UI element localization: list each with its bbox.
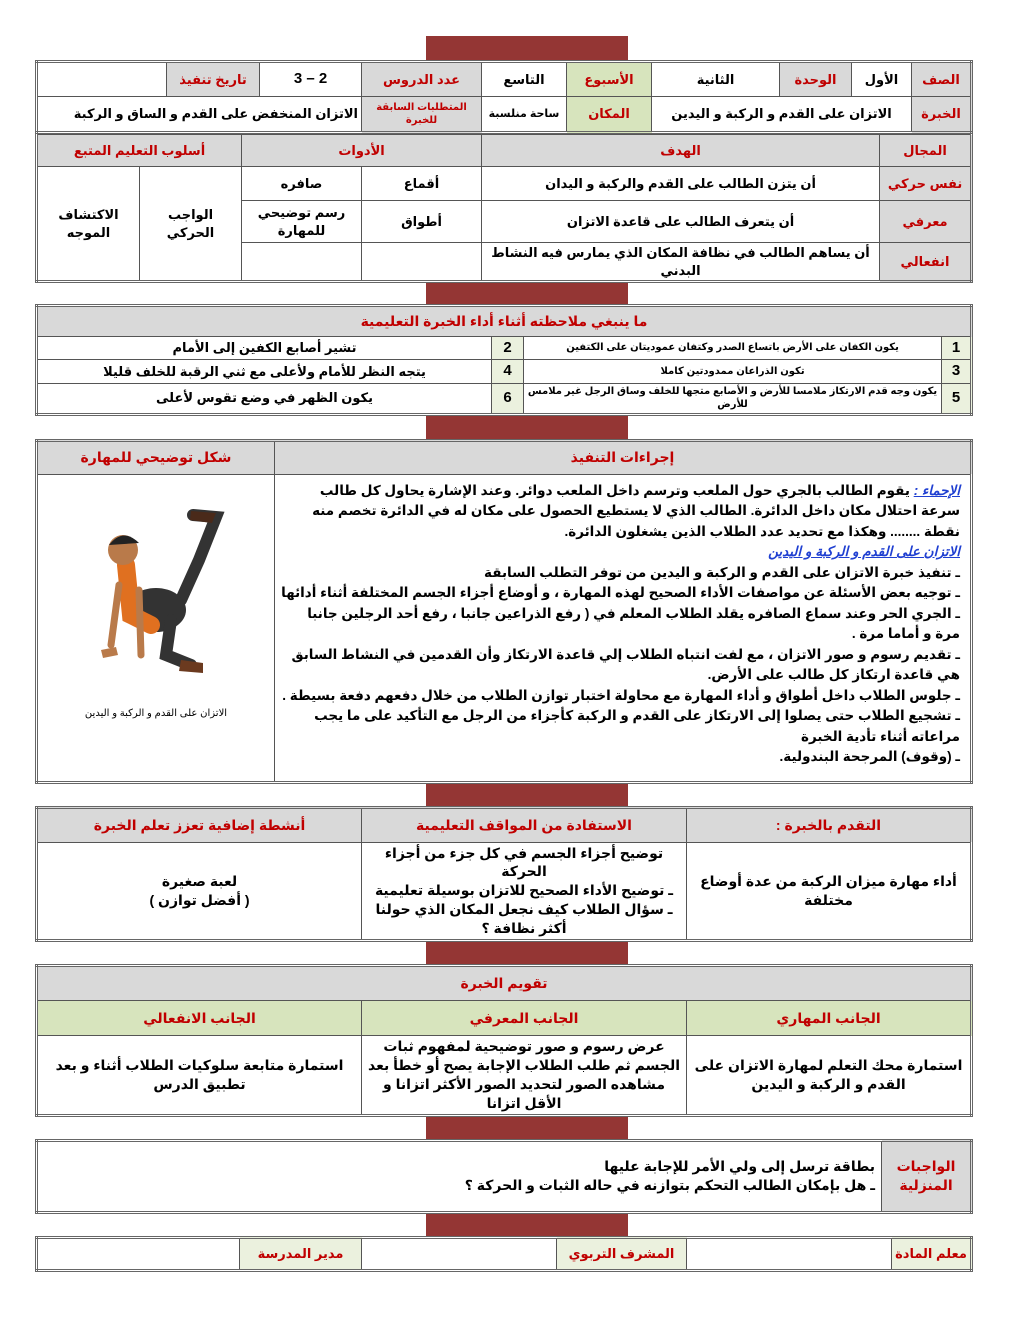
observation-item: يتجه النظر للأمام ولأعلى مع ثني الرقبة للخلف قليلا (37, 360, 492, 383)
procedures-table (35, 439, 973, 784)
unit-label: الوحدة (780, 62, 852, 97)
item-number: 6 (492, 383, 524, 414)
domain-affective: انفعالي (880, 243, 972, 282)
signatures-table (35, 1236, 973, 1272)
grade-label: الصف (912, 62, 972, 97)
goal-psychomotor: أن يتزن الطالب على القدم والركبة و اليدان (482, 167, 880, 201)
homework-line: ـ هل بإمكان الطالب التحكم بتوازنه في حاله الثبات و الحركة ؟ (464, 1177, 875, 1194)
tool: أطواق (362, 201, 482, 243)
cognitive-aspect-content: عرض رسوم و صور توضيحية لمفهوم ثبات الجسم ثم طلب الطلاب الإجابة يصح أو خطأ بعد مشاهده الصور لتحديد الصور الأكثر اتزانا و الأقل اتزانا (362, 1036, 687, 1116)
place-value: ساحة منلسبة (482, 97, 567, 133)
domain-psychomotor: نفس حركي (880, 167, 972, 201)
lessons-label: عدد الدروس (362, 62, 482, 97)
warmup-label: الإحماء : (913, 482, 960, 498)
place-label: المكان (567, 97, 652, 133)
skill-title: الاتزان على القدم و الركبة و اليدين (768, 544, 960, 560)
observation-item: يكون الظهر في وضع تقوس لأعلى (37, 383, 492, 414)
observation-item: تكون الذراعان ممدودتين كاملا (524, 360, 942, 383)
week-value: التاسع (482, 62, 567, 97)
teacher-signature[interactable] (687, 1237, 892, 1270)
lesson-info-table (35, 60, 973, 134)
tools-header: الأدوات (242, 135, 482, 167)
benefit-line: ـ توضيح الأداء الصحيح للاتزان بوسيلة تعليمية (374, 882, 674, 899)
principal-signature[interactable] (37, 1237, 240, 1270)
progress-content: أداء مهارة ميزان الركبة من عدة أوضاع مختلفة (687, 842, 972, 940)
affective-aspect-content: استمارة متابعة سلوكيات الطلاب أثناء و بعد تطبيق الدرس (37, 1036, 362, 1116)
experience-value: الاتزان على القدم و الركبة و اليدين (652, 97, 912, 133)
item-number: 4 (492, 360, 524, 383)
homework-line: بطاقة ترسل إلى ولي الأمر للإجابة عليها (604, 1158, 875, 1175)
cognitive-aspect-header: الجانب المعرفي (362, 1001, 687, 1036)
balance-figure-illustration (81, 505, 231, 695)
tool (362, 243, 482, 282)
date-label: تاريخ تنفيذ (167, 62, 260, 97)
benefit-line: ـ سؤال الطلاب كيف نجعل المكان الذي حولنا أكثر نظافة ؟ (375, 901, 673, 937)
homework-table (35, 1139, 973, 1214)
step: ـ جلوس الطلاب داخل أطواق و أداء المهارة مع محاولة اختبار توازن الطلاب من خلال دفعهم دفعة بسيطة . (282, 687, 960, 703)
method-header: أسلوب التعليم المتبع (37, 135, 242, 167)
method-2: الاكتشاف الموجه (37, 167, 140, 282)
step: ـ تنفيذ خبرة الاتزان على القدم و الركبة و اليدين من توفر التطلب السابقة (484, 564, 960, 580)
evaluation-title: تقويم الخبرة (37, 966, 972, 1001)
benefit-header: الاستفادة من المواقف التعليمية (362, 807, 687, 842)
teacher-label: معلم المادة (892, 1237, 972, 1270)
figure-header: شكل توضيحي للمهارة (37, 440, 275, 474)
item-number: 5 (942, 383, 972, 414)
activities-header: أنشطة إضافية تعزز تعلم الخبرة (37, 807, 362, 842)
step: ـ توجيه بعض الأسئلة عن مواصفات الأداء الصحيح لهذه المهارة ، و أوضاع أجزاء الجسم المختلفة أثناء أدائها (281, 585, 960, 601)
method-1: الواجب الحركي (140, 167, 242, 282)
section-connector (426, 942, 628, 964)
experience-label: الخبرة (912, 97, 972, 133)
activity-line: ( أفضل توازن ) (149, 891, 250, 908)
step: ـ تقديم رسوم و صور الاتزان ، مع لفت انتباه الطلاب إلي قاعدة الارتكاز وأن القدمين في النشاط السابق هي قاعدة ارتكاز كل طالب على الأرض. (291, 646, 960, 683)
section-connector (426, 784, 628, 806)
step: ـ (وقوف) المرجحة البندولية. (779, 749, 960, 765)
extras-table (35, 806, 973, 942)
skill-aspect-header: الجانب المهاري (687, 1001, 972, 1036)
warmup-text: يقوم الطالب بالجري حول الملعب وترسم داخل الملعب دوائر. وعند الإشارة يحاول كل طالب سرعة احتلال مكان داخل الدائرة. الطالب الذي لا يستطيع الحصول على مكان له في الدائرة تخصم منه نقطة ........ وهكذا مع تحديد عدد الطلاب الذين يشغلون الدائرة. (312, 482, 960, 539)
step: ـ تشجيع الطلاب حتى يصلوا إلى الارتكاز على القدم و الركبة كأجزاء من الرجل مع التأكيد على ما يجب مراعاته أثناء تأدية الخبرة (314, 708, 960, 744)
grade-value: الأول (852, 62, 912, 97)
benefit-content (362, 842, 687, 940)
date-value (37, 62, 167, 97)
prereq-label: المتطلبات السابقة للخبرة (362, 97, 482, 133)
observation-item: يكون الكفان على الأرض باتساع الصدر وكتفان عموديتان على الكتفين (524, 337, 942, 360)
domain-header: المجال (880, 135, 972, 167)
section-connector (426, 283, 628, 304)
goals-table (35, 134, 973, 283)
section-connector (426, 1214, 628, 1236)
lessons-value: 3 – 2 (260, 62, 362, 97)
progress-header: التقدم بالخبرة : (687, 807, 972, 842)
observation-table (35, 304, 973, 416)
unit-value: الثانية (652, 62, 780, 97)
section-connector (426, 1117, 628, 1139)
prereq-value: الاتزان المنخفض على القدم و الساق و الركبة (37, 97, 362, 133)
activity-line: لعبة صغيرة (161, 872, 238, 889)
tool: رسم توضيحي للمهارة (242, 201, 362, 243)
figure-cell (37, 474, 275, 782)
figure-caption: الاتزان على القدم و الركبة و اليدين (84, 708, 228, 720)
section-connector (426, 36, 628, 60)
section-connector (426, 416, 628, 439)
homework-label: الواجبات المنزلية (882, 1140, 972, 1212)
procedures-content (275, 474, 972, 782)
week-label: الأسبوع (567, 62, 652, 97)
supervisor-label: المشرف التربوي (557, 1237, 687, 1270)
item-number: 2 (492, 337, 524, 360)
item-number: 1 (942, 337, 972, 360)
warmup (281, 481, 960, 543)
procedures-header: إجراءات التنفيذ (275, 440, 972, 474)
goal-cognitive: أن يتعرف الطالب على قاعدة الاتزان (482, 201, 880, 243)
tool: صافره (242, 167, 362, 201)
benefit-line: توضيح أجزاء الجسم في كل جزء من أجزاء الحركة (384, 844, 664, 880)
observation-item: تشير أصابع الكفين إلى الأمام (37, 337, 492, 360)
affective-aspect-header: الجانب الانفعالي (37, 1001, 362, 1036)
evaluation-table (35, 964, 973, 1117)
tool: أقماع (362, 167, 482, 201)
observation-item: يكون وجه قدم الارتكاز ملامسا للأرض و الأصابع متجها للخلف وساق الرجل غير ملامس للأرض (524, 383, 942, 414)
domain-cognitive: معرفي (880, 201, 972, 243)
activities-content (37, 842, 362, 940)
goal-affective: أن يساهم الطالب في نظافة المكان الذي يمارس فيه النشاط البدني (482, 243, 880, 282)
goal-header: الهدف (482, 135, 880, 167)
homework-content (37, 1140, 882, 1212)
item-number: 3 (942, 360, 972, 383)
skill-aspect-content: استمارة محك التعلم لمهارة الاتزان على القدم و الركبة و اليدين (687, 1036, 972, 1116)
step: ـ الجري الحر وعند سماع الصافره يقلد الطلاب المعلم في ( رفع الذراعين جانبا ، رفع أحد الرجلين جانبا مرة و أماما مرة . (307, 605, 960, 642)
supervisor-signature[interactable] (362, 1237, 557, 1270)
principal-label: مدير المدرسة (240, 1237, 362, 1270)
observation-title: ما ينبغي ملاحظته أثناء أداء الخبرة التعليمية (37, 306, 972, 337)
tool (242, 243, 362, 282)
